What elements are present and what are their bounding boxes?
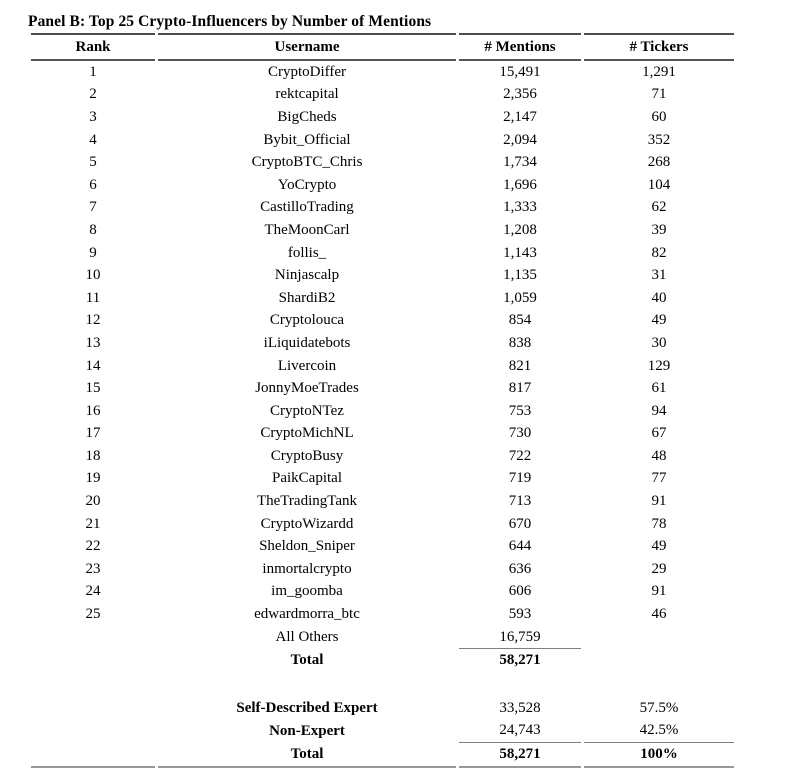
table-row: [31, 423, 734, 446]
table-row: [31, 377, 734, 400]
username-cell: CryptoBusy: [270, 447, 344, 464]
summary-label-cell: Total: [158, 743, 456, 768]
spacer-cell: [158, 672, 456, 697]
username-cell: follis_: [287, 244, 327, 261]
mentions-cell: 722: [508, 447, 532, 464]
table-row: [31, 310, 734, 333]
tickers-cell: 1,291: [642, 63, 676, 80]
rank-cell: 23: [85, 560, 101, 577]
table-row: [31, 84, 734, 107]
mentions-cell: 1,734: [503, 154, 537, 171]
table-row: [31, 490, 734, 513]
username-cell: CryptoMichNL: [260, 425, 354, 442]
tickers-cell: 60: [651, 108, 667, 125]
tickers-cell: 71: [651, 86, 667, 103]
mentions-cell: 644: [508, 538, 532, 555]
mentions-cell: 713: [508, 493, 532, 510]
tickers-cell: 91: [651, 583, 667, 600]
summary-row: [31, 697, 734, 720]
tickers-cell: 268: [647, 154, 671, 171]
rank-cell: 11: [85, 289, 101, 306]
username-cell: All Others: [275, 629, 339, 646]
tickers-cell: 104: [647, 176, 671, 193]
summary-share-cell: 42.5%: [584, 720, 734, 744]
rank-cell: [31, 720, 155, 744]
mentions-cell: 753: [508, 402, 532, 419]
table-row: [31, 558, 734, 581]
username-cell: iLiquidatebots: [263, 334, 351, 351]
rank-cell: 15: [85, 380, 101, 397]
rank-cell: 25: [85, 606, 101, 623]
rank-cell: 22: [85, 538, 101, 555]
summary-mentions-cell: 58,271: [459, 743, 581, 768]
username-cell: ShardiB2: [278, 289, 336, 306]
panel-title: Panel B: Top 25 Crypto-Influencers by Number of Mentions: [28, 13, 432, 30]
rank-cell: 1: [89, 63, 97, 80]
rank-cell: 6: [89, 176, 97, 193]
rank-cell: 13: [85, 334, 101, 351]
table-row: [31, 242, 734, 265]
username-cell: CryptoDiffer: [267, 63, 347, 80]
mentions-cell: 16,759: [459, 626, 581, 650]
tickers-cell: 91: [651, 493, 667, 510]
tickers-cell: 49: [651, 312, 667, 329]
username-cell: inmortalcrypto: [262, 560, 352, 577]
rank-cell: 17: [85, 425, 101, 442]
mentions-cell: 719: [508, 470, 532, 487]
spacer-cell: [459, 672, 581, 697]
table-row: [31, 129, 734, 152]
rank-cell: [31, 743, 155, 768]
table-row: [31, 219, 734, 242]
table-row: [31, 264, 734, 287]
mentions-cell: 1,143: [503, 244, 537, 261]
table-row: [31, 603, 734, 626]
rank-cell: 7: [89, 199, 97, 216]
mentions-cell: 838: [508, 334, 532, 351]
rank-cell: 3: [89, 108, 97, 125]
mentions-cell: 606: [508, 583, 532, 600]
rank-cell: [31, 626, 155, 650]
tickers-cell: 29: [651, 560, 667, 577]
mentions-cell: 821: [508, 357, 532, 374]
tickers-cell: 46: [651, 606, 667, 623]
summary-row: [31, 743, 734, 768]
rank-cell: [31, 649, 155, 672]
username-cell: Sheldon_Sniper: [259, 538, 355, 555]
mentions-cell: 730: [508, 425, 532, 442]
table-row: [31, 581, 734, 604]
rank-cell: 4: [89, 131, 97, 148]
username-cell: im_goomba: [271, 583, 343, 600]
tickers-cell: 62: [651, 199, 667, 216]
rank-cell: 8: [89, 221, 97, 238]
username-cell: PaikCapital: [272, 470, 342, 487]
username-cell: Livercoin: [277, 357, 337, 374]
rank-cell: 9: [89, 244, 97, 261]
mentions-cell: 2,356: [503, 86, 537, 103]
mentions-cell: 1,059: [503, 289, 537, 306]
rank-cell: 21: [85, 515, 101, 532]
username-cell: Bybit_Official: [263, 131, 351, 148]
mentions-cell: 670: [508, 515, 532, 532]
mentions-cell: 1,135: [503, 267, 537, 284]
summary-label-cell: Self-Described Expert: [236, 699, 378, 716]
tickers-cell: 31: [651, 267, 667, 284]
username-cell: TheTradingTank: [256, 493, 358, 510]
mentions-cell: 1,208: [503, 221, 537, 238]
username-cell: CastilloTrading: [260, 199, 354, 216]
table-row: [31, 468, 734, 491]
total-row: [31, 649, 734, 672]
mentions-cell: 58,271: [499, 652, 541, 669]
summary-share-cell: 57.5%: [639, 699, 679, 716]
tickers-cell: 48: [651, 447, 667, 464]
table-row: [31, 106, 734, 129]
mentions-cell: 2,094: [503, 131, 537, 148]
tickers-cell: 30: [651, 334, 667, 351]
all-others-row: [31, 626, 734, 650]
username-cell: CryptoWizardd: [260, 515, 354, 532]
summary-mentions-cell: 33,528: [499, 699, 541, 716]
rank-cell: 14: [85, 357, 101, 374]
mentions-cell: 1,696: [503, 176, 537, 193]
spacer-cell: [584, 672, 734, 697]
mentions-cell: 2,147: [503, 108, 537, 125]
table-row: [31, 287, 734, 310]
tickers-cell: 82: [651, 244, 667, 261]
table-row: [31, 445, 734, 468]
username-cell: Total: [290, 652, 324, 669]
tickers-cell: 78: [651, 515, 667, 532]
table-row: [31, 332, 734, 355]
summary-label-cell: Non-Expert: [269, 722, 345, 739]
username-cell: Ninjascalp: [274, 267, 340, 284]
rank-cell: 10: [85, 267, 101, 284]
tickers-cell: 129: [647, 357, 671, 374]
mentions-cell: 15,491: [499, 63, 541, 80]
table-row: [31, 355, 734, 378]
tickers-cell: 39: [651, 221, 667, 238]
spacer-row: [31, 672, 734, 697]
tickers-cell: 40: [651, 289, 667, 306]
tickers-cell: 77: [651, 470, 667, 487]
rank-cell: 18: [85, 447, 101, 464]
table-row: [31, 61, 734, 84]
mentions-cell: 636: [508, 560, 532, 577]
username-cell: rektcapital: [275, 86, 339, 103]
table-row: [31, 174, 734, 197]
tickers-cell: 61: [651, 380, 667, 397]
username-cell: edwardmorra_btc: [254, 606, 360, 623]
col-header-mentions: # Mentions: [459, 33, 581, 61]
rank-cell: 5: [89, 154, 97, 171]
table-row: [31, 151, 734, 174]
col-header-username: Username: [158, 33, 456, 61]
mentions-cell: 1,333: [503, 199, 537, 216]
rank-cell: 2: [89, 86, 97, 103]
col-header-rank: Rank: [31, 33, 155, 61]
username-cell: TheMoonCarl: [264, 221, 350, 238]
influencer-table: [28, 33, 737, 768]
rank-cell: 24: [85, 583, 101, 600]
summary-row: [31, 720, 734, 744]
tickers-cell: [584, 626, 734, 650]
header-row: [31, 33, 734, 61]
mentions-cell: 593: [508, 606, 532, 623]
rank-cell: [31, 697, 155, 720]
username-cell: CryptoBTC_Chris: [251, 154, 363, 171]
username-cell: CryptoNTez: [270, 402, 344, 419]
col-header-tickers: # Tickers: [584, 33, 734, 61]
tickers-cell: 352: [647, 131, 671, 148]
summary-mentions-cell: 24,743: [459, 720, 581, 744]
tickers-cell: 49: [651, 538, 667, 555]
username-cell: BigCheds: [277, 108, 337, 125]
username-cell: Cryptolouca: [269, 312, 345, 329]
mentions-cell: 854: [508, 312, 532, 329]
mentions-cell: 817: [508, 380, 532, 397]
username-cell: JonnyMoeTrades: [255, 380, 359, 397]
rank-cell: 12: [85, 312, 101, 329]
tickers-cell: [584, 649, 734, 672]
summary-share-cell: 100%: [584, 743, 734, 768]
rank-cell: 20: [85, 493, 101, 510]
table-row: [31, 535, 734, 558]
rank-cell: 16: [85, 402, 101, 419]
spacer-cell: [31, 672, 155, 697]
table-row: [31, 197, 734, 220]
table-row: [31, 513, 734, 536]
username-cell: YoCrypto: [277, 176, 337, 193]
tickers-cell: 67: [651, 425, 667, 442]
tickers-cell: 94: [651, 402, 667, 419]
rank-cell: 19: [85, 470, 101, 487]
table-row: [31, 400, 734, 423]
